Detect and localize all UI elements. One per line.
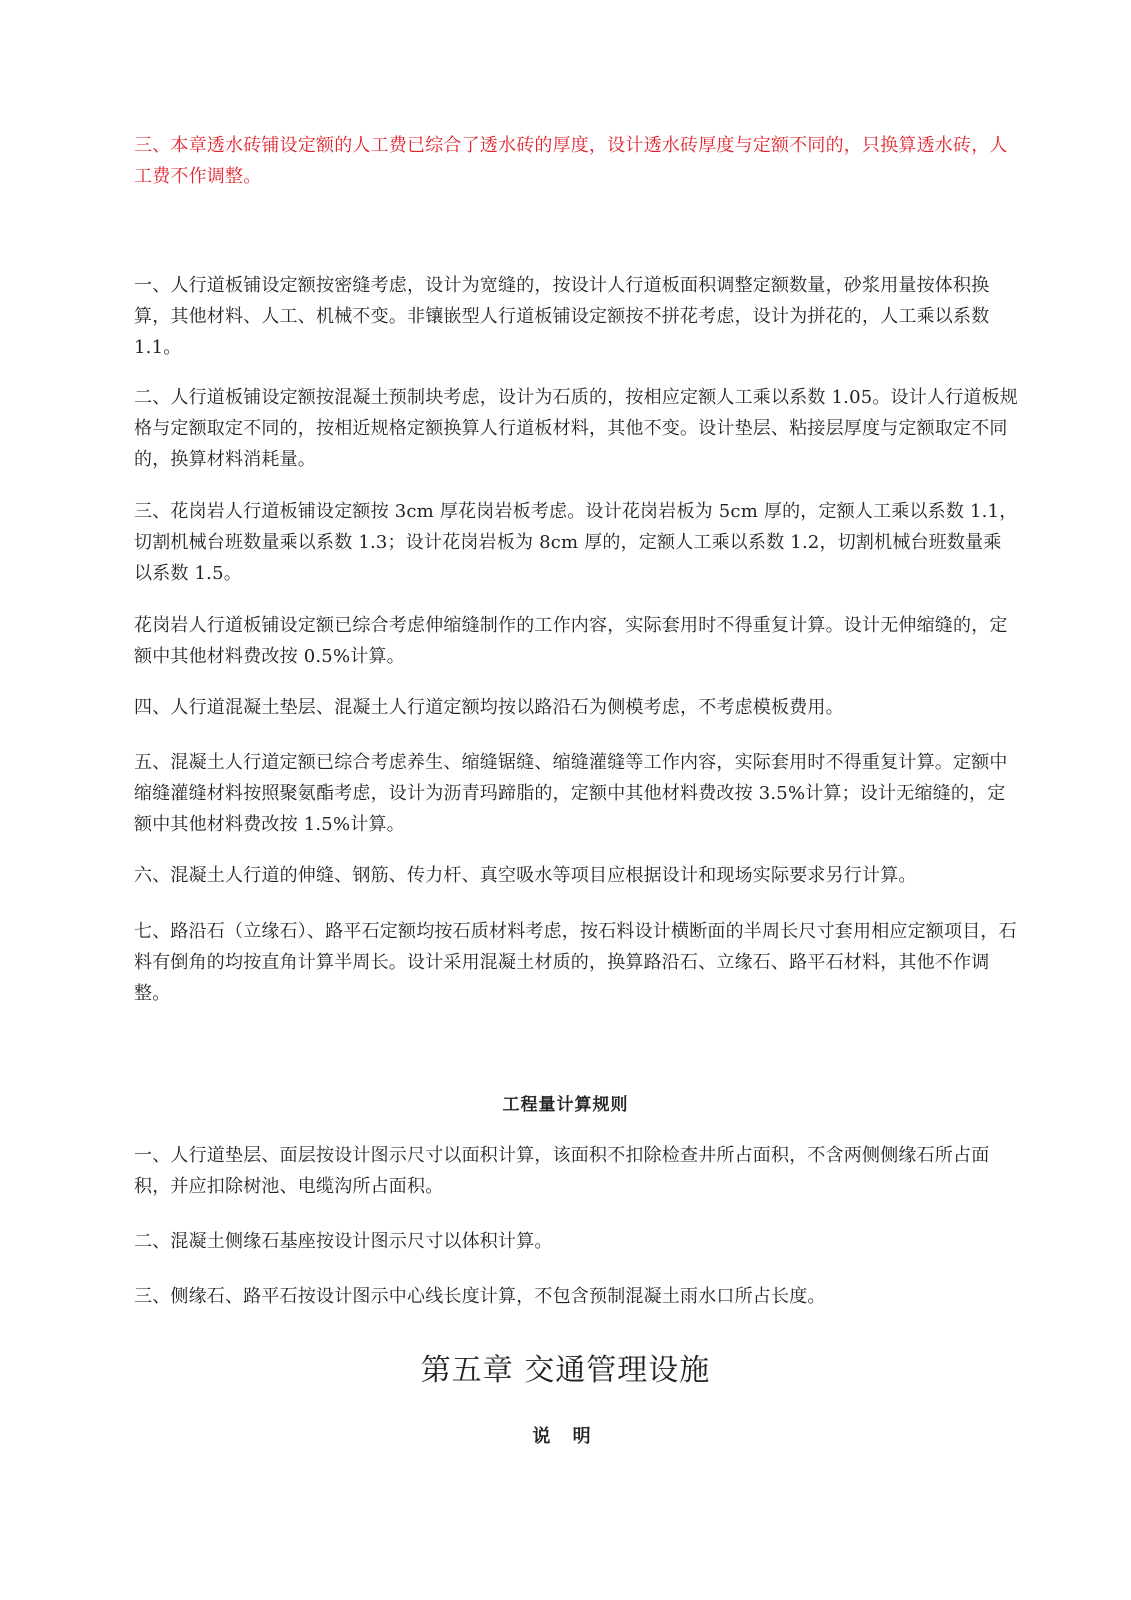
intro-red-paragraph: 三、本章透水砖铺设定额的人工费已综合了透水砖的厚度，设计透水砖厚度与定额不同的，只换算透水砖，人工费不作调整。	[134, 135, 1008, 187]
rule-1: 一、人行道垫层、面层按设计图示尺寸以面积计算，该面积不扣除检查井所占面积，不含两侧侧缘石所占面积，并应扣除树池、电缆沟所占面积。	[134, 1145, 990, 1197]
paragraph-5: 四、人行道混凝土垫层、混凝土人行道定额均按以路沿石为侧模考虑，不考虑模板费用。	[134, 697, 844, 718]
paragraph-7: 六、混凝土人行道的伸缝、钢筋、传力杆、真空吸水等项目应根据设计和现场实际要求另行计算。	[134, 865, 917, 886]
chapter-title: 第五章 交通管理设施	[420, 1353, 711, 1388]
explain-title: 说 明	[532, 1426, 599, 1447]
rules-title: 工程量计算规则	[502, 1095, 629, 1115]
paragraph-8: 七、路沿石（立缘石）、路平石定额均按石质材料考虑，按石料设计横断面的半周长尺寸套用相应定额项目，石料有倒角的均按直角计算半周长。设计采用混凝土材质的，换算路沿石、立缘石、路平石材料，其他不作调整。	[134, 921, 1017, 1004]
paragraph-3: 三、花岗岩人行道板铺设定额按 3cm 厚花岗岩板考虑。设计花岗岩板为 5cm 厚的，定额人工乘以系数 1.1，切割机械台班数量乘以系数 1.3；设计花岗岩板为 8cm 厚的，定额人工乘以系数 1.2，切割机械台班数量乘以系数 1.5。	[134, 501, 1018, 584]
paragraph-1: 一、人行道板铺设定额按密缝考虑，设计为宽缝的，按设计人行道板面积调整定额数量，砂浆用量按体积换算，其他材料、人工、机械不变。非镶嵌型人行道板铺设定额按不拼花考虑，设计为拼花的，人工乘以系数 1.1。	[134, 275, 990, 358]
rule-3: 三、侧缘石、路平石按设计图示中心线长度计算，不包含预制混凝土雨水口所占长度。	[134, 1286, 826, 1307]
rule-2: 二、混凝土侧缘石基座按设计图示尺寸以体积计算。	[134, 1231, 553, 1252]
paragraph-4: 花岗岩人行道板铺设定额已综合考虑伸缩缝制作的工作内容，实际套用时不得重复计算。设计无伸缩缝的，定额中其他材料费改按 0.5%计算。	[134, 615, 1008, 667]
paragraph-2: 二、人行道板铺设定额按混凝土预制块考虑，设计为石质的，按相应定额人工乘以系数 1.05。设计人行道板规格与定额取定不同的，按相近规格定额换算人行道板材料，其他不变。设计垫层、粘接层厚度与定额取定不同的，换算材料消耗量。	[134, 387, 1018, 470]
paragraph-6: 五、混凝土人行道定额已综合考虑养生、缩缝锯缝、缩缝灌缝等工作内容，实际套用时不得重复计算。定额中缩缝灌缝材料按照聚氨酯考虑，设计为沥青玛蹄脂的，定额中其他材料费改按 3.5%计算；设计无缩缝的，定额中其他材料费改按 1.5%计算。	[134, 752, 1008, 835]
